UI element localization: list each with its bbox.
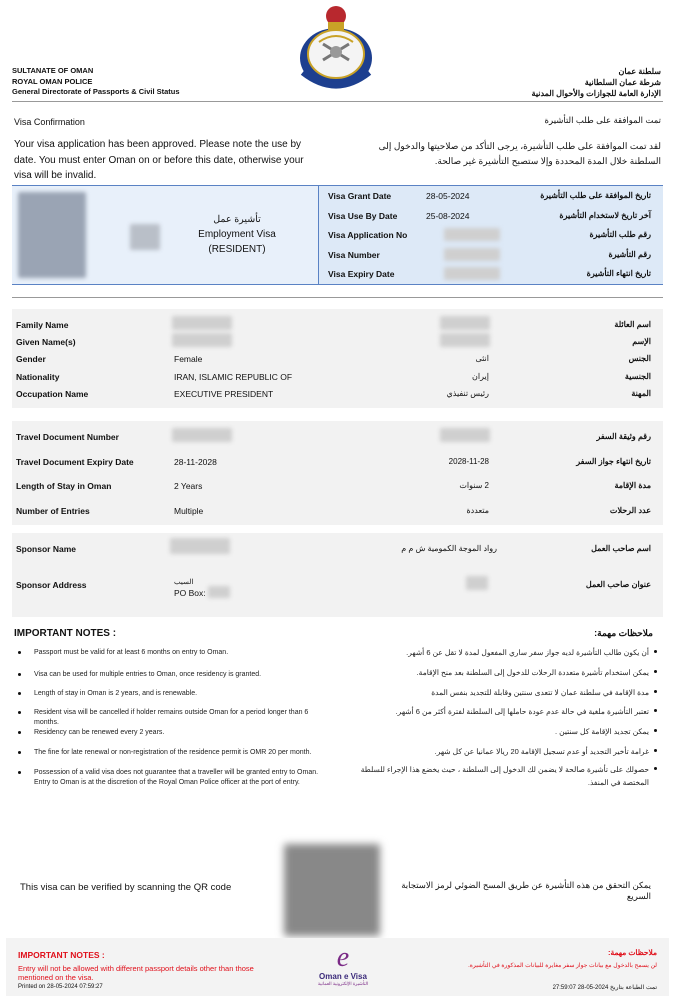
bullet-icon <box>18 771 21 774</box>
personal-rows-value-ar-redacted <box>440 316 490 330</box>
visa-row-label: Visa Number <box>328 249 380 260</box>
travel-rows-label: Number of Entries <box>16 505 90 516</box>
sponsor-name-label-ar: اسم صاحب العمل <box>591 544 651 553</box>
header-divider <box>12 101 663 102</box>
personal-rows-label-ar: الإسم <box>632 337 651 347</box>
note-item-ar: يمكن تجديد الإقامة كل سنتين . <box>555 727 649 736</box>
note-item-ar: أن يكون طالب التأشيرة لديه جواز سفر ساري المفعول لمدة لا تقل عن 6 أشهر. <box>406 648 649 657</box>
travel-rows-value-ar: 2 سنوات <box>459 481 489 490</box>
personal-rows-value-redacted <box>172 333 232 347</box>
footer-title-ar: ملاحظات مهمة: <box>607 948 657 957</box>
bullet-icon <box>18 731 21 734</box>
note-item-en: Passport must be valid for at least 6 months on entry to Oman. <box>34 649 229 656</box>
royal-oman-police-emblem-icon <box>283 2 389 94</box>
travel-rows-value-redacted <box>172 428 232 442</box>
travel-rows-value-ar-redacted <box>440 428 490 442</box>
travel-rows-value: 2 Years <box>174 481 203 491</box>
oman-evisa-logo-text: Oman e Visa <box>319 972 367 981</box>
bullet-icon <box>18 751 21 754</box>
travel-rows-label-ar: عدد الرحلات <box>609 505 651 515</box>
header-country-en: SULTANATE OF OMAN <box>12 66 94 75</box>
bullet-icon <box>654 709 657 712</box>
personal-rows-label-ar: الجنس <box>628 354 651 364</box>
qr-text-ar: يمكن التحقق من هذه التأشيرة عن طريق المسح الضوئي لرمز الاستجابة السريع <box>401 880 651 901</box>
personal-rows-value-ar: انثى <box>475 354 489 364</box>
bullet-icon <box>654 690 657 693</box>
visa-row-label: Visa Application No <box>328 230 408 240</box>
sponsor-address-ar-redacted <box>466 576 488 590</box>
sponsor-address-line1: السيب <box>174 579 194 586</box>
bullet-icon <box>654 650 657 653</box>
personal-rows-value-redacted <box>172 316 232 330</box>
visa-type-ar: تأشيرة عمل <box>213 214 261 225</box>
confirmation-message-en: Your visa application has been approved. Please note the use by date. You must enter Oman on or before this date, otherwise your visa will be invalid. <box>14 139 304 181</box>
header-country-ar: سلطنة عمان <box>618 67 661 76</box>
personal-rows-label-ar: الجنسية <box>624 371 651 381</box>
header-right <box>441 66 661 99</box>
bullet-icon <box>18 651 21 654</box>
personal-rows-value: EXECUTIVE PRESIDENT <box>174 388 274 399</box>
sponsor-address-line2: PO Box: <box>174 588 206 598</box>
travel-rows-label-ar: مدة الإقامة <box>614 481 651 490</box>
personal-rows-label-ar: اسم العائلة <box>614 320 651 329</box>
note-item-en: Residency can be renewed every 2 years. <box>34 729 165 736</box>
travel-rows-value: Multiple <box>174 505 204 516</box>
applicant-photo-secondary <box>130 224 160 250</box>
visa-row-label-ar: رقم التأشيرة <box>608 249 651 259</box>
bullet-icon <box>18 711 21 714</box>
header-police-en: ROYAL OMAN POLICE <box>12 76 93 86</box>
oman-evisa-logo-sub: التأشيرة الإلكترونية العمانية <box>317 981 369 986</box>
sponsor-name-value <box>170 538 230 554</box>
personal-rows-value-ar: رئيس تنفيذي <box>446 388 489 398</box>
note-item-ar: تعتبر التأشيرة ملغية في حالة عدم عودة حاملها إلى السلطنة لفترة أكثر من 6 أشهر. <box>395 707 649 716</box>
visa-type-sub: (RESIDENT) <box>208 244 266 255</box>
sponsor-address-label: Sponsor Address <box>16 580 87 590</box>
sponsor-name-ar: رواد الموجة الكمومية ش م م <box>401 544 497 553</box>
visa-row-value: 28-05-2024 <box>426 191 470 201</box>
personal-rows-label-ar: المهنة <box>631 388 651 398</box>
personal-rows-label: Gender <box>16 354 46 365</box>
sponsor-address-value <box>174 578 206 598</box>
sponsor-name-label: Sponsor Name <box>16 544 76 554</box>
travel-rows-value-ar: متعددة <box>466 505 489 515</box>
personal-rows-label: Occupation Name <box>16 388 89 399</box>
personal-rows-value: Female <box>174 354 203 365</box>
bullet-icon <box>654 767 657 770</box>
applicant-photo <box>18 192 86 278</box>
bullet-icon <box>654 749 657 752</box>
confirmation-message-ar: لقد تمت الموافقة على طلب التأشيرة، يرجى التأكد من صلاحيتها والدخول إلى السلطنة خلال المدة المحددة وإلا ستصبح التأشيرة غير صالحة. <box>378 141 661 166</box>
travel-rows-label-ar: رقم وثيقة السفر <box>596 432 651 441</box>
visa-type <box>162 212 312 257</box>
notes-title-en: IMPORTANT NOTES : <box>14 628 117 639</box>
oman-evisa-logo-icon: e <box>336 942 350 973</box>
visa-box <box>12 185 663 285</box>
header-left <box>12 66 232 98</box>
bullet-icon <box>654 670 657 673</box>
footer-printed-en: Printed on 28-05-2024 07:59:27 <box>18 984 103 990</box>
personal-rows-value-ar: إيران <box>472 371 489 381</box>
visa-box-bottom-divider <box>12 297 663 298</box>
travel-rows-value-ar: 2028-11-28 <box>448 456 489 466</box>
travel-rows-label: Length of Stay in Oman <box>16 481 112 491</box>
personal-rows-label: Family Name <box>16 320 69 330</box>
note-item-ar: حصولك على تأشيرة صالحة لا يضمن لك الدخول إلى السلطنة ، حيث يخضع هذا الإجراء للسلطة المختصة في المنفذ. <box>360 765 649 787</box>
visa-row-label: Visa Use By Date <box>328 210 398 221</box>
sponsor-address-label-ar: عنوان صاحب العمل <box>585 580 651 589</box>
personal-rows-label: Given Name(s) <box>16 337 76 348</box>
travel-rows-label-ar: تاريخ انتهاء جواز السفر <box>576 456 651 466</box>
visa-row-value-redacted <box>444 228 500 241</box>
header-directorate-en: General Directorate of Passports & Civil Status <box>12 87 180 96</box>
bullet-icon <box>18 673 21 676</box>
note-item-en: The fine for late renewal or non-registration of the residence permit is OMR 20 per month. <box>34 749 312 756</box>
personal-rows-value: IRAN, ISLAMIC REPUBLIC OF <box>174 371 293 382</box>
note-item-en: Resident visa will be cancelled if holder remains outside Oman for a period longer than 6 months. <box>34 709 309 726</box>
visa-row-label: Visa Expiry Date <box>328 269 395 279</box>
visa-row-value: 25-08-2024 <box>426 210 470 221</box>
visa-type-en: Employment Visa <box>198 229 276 240</box>
footer <box>6 938 669 996</box>
confirmation-title-en: Visa Confirmation <box>14 117 85 127</box>
personal-rows-value-ar-redacted <box>440 333 490 347</box>
footer-warning-ar: لن يسمح بالدخول مع بيانات جواز سفر مغايرة للبيانات المذكورة في التأشيرة. <box>468 963 657 969</box>
qr-code <box>284 844 380 936</box>
note-item-ar: مدة الإقامة في سلطنة عمان لا تتعدى سنتين وقابلة للتجديد بنفس المدة <box>431 688 649 697</box>
visa-row-label-ar: تاريخ الموافقة على طلب التأشيرة <box>540 191 651 200</box>
header-police-ar: شرطة عمان السلطانية <box>584 78 661 87</box>
oman-evisa-logo <box>298 944 388 990</box>
note-item-ar: يمكن استخدام تأشيرة متعددة الرحلات للدخول إلى السلطنة بعد منح الإقامة. <box>416 668 649 677</box>
visa-row-value-redacted <box>444 248 500 261</box>
sponsor-address-redacted <box>208 586 230 598</box>
travel-rows-label: Travel Document Expiry Date <box>16 456 134 467</box>
notes-title-ar: ملاحظات مهمة: <box>594 628 653 638</box>
visa-row-label-ar: آخر تاريخ لاستخدام التأشيرة <box>559 210 651 220</box>
bullet-icon <box>654 729 657 732</box>
footer-printed-ar: تمت الطباعة بتاريخ 2024-05-28 27:59:07 <box>552 985 657 991</box>
travel-rows-label: Travel Document Number <box>16 432 119 442</box>
note-item-en: Visa can be used for multiple entries to Oman, once residency is granted. <box>34 671 262 678</box>
note-item-ar: غرامة تأخير التجديد أو عدم تسجيل الإقامة 20 ريالا عمانيا عن كل شهر. <box>434 747 649 756</box>
travel-rows-value: 28-11-2028 <box>174 456 217 467</box>
personal-rows-label: Nationality <box>16 371 60 382</box>
visa-box-separator <box>318 186 319 284</box>
note-item-en: Length of stay in Oman is 2 years, and is renewable. <box>34 690 198 697</box>
footer-warning-en: Entry will not be allowed with different passport details other than those mentioned on the visa. <box>18 964 254 982</box>
header-directorate-ar: الإدارة العامة للجوازات والأحوال المدنية <box>531 89 661 98</box>
footer-title-en: IMPORTANT NOTES : <box>18 950 105 960</box>
visa-row-value-redacted <box>444 267 500 280</box>
visa-row-label-ar: تاريخ انتهاء التأشيرة <box>586 269 651 278</box>
bullet-icon <box>18 692 21 695</box>
confirmation-title-ar: تمت الموافقة على طلب التأشيرة <box>544 115 661 125</box>
visa-row-label-ar: رقم طلب التأشيرة <box>589 230 651 239</box>
qr-text-en: This visa can be verified by scanning the QR code <box>20 882 232 893</box>
visa-row-label: Visa Grant Date <box>328 191 392 201</box>
note-item-en: Possession of a valid visa does not guarantee that a traveller will be granted entry to Oman. Entry to Oman is at the discretion of the Royal Oman Police officer at the port of entry. <box>34 769 319 786</box>
